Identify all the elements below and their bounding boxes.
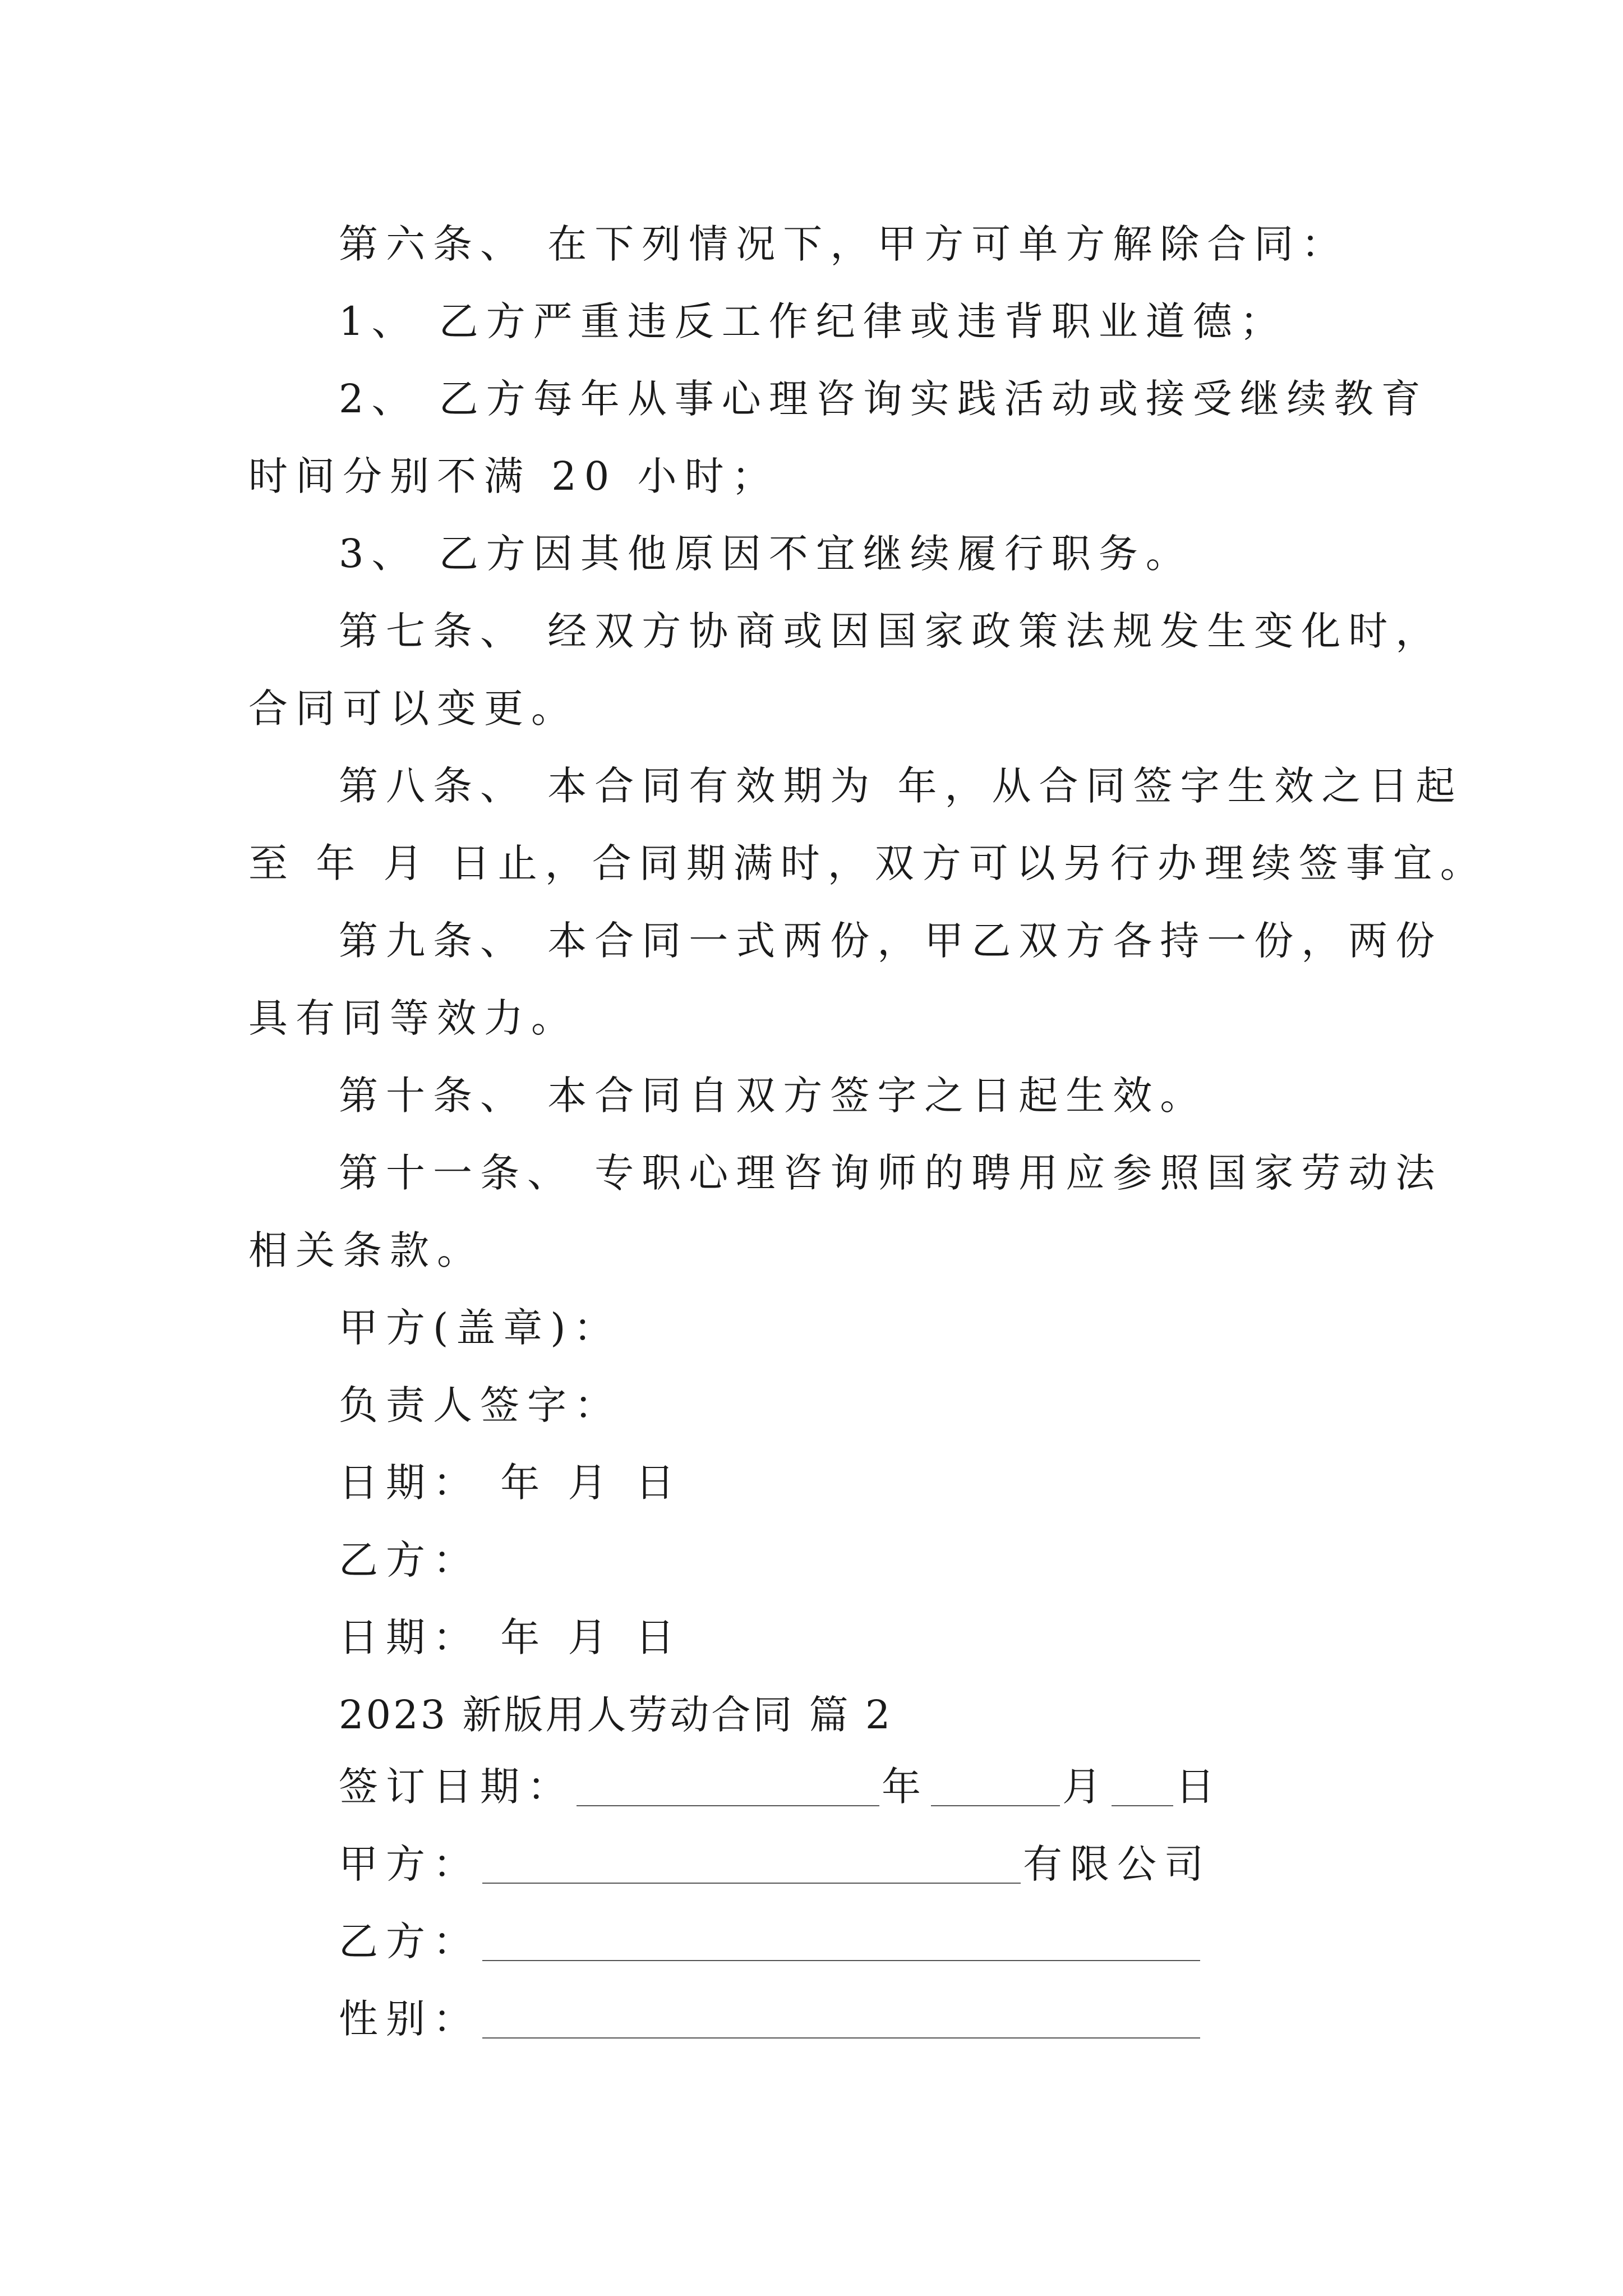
- day-label: 日: [1175, 1764, 1223, 1810]
- article-6-title: 第六条、 在下列情况下，甲方可单方解除合同：: [339, 221, 1349, 267]
- section-2-heading: 2023 新版用人劳动合同 篇 2: [339, 1692, 893, 1738]
- company-suffix: 有限公司: [1023, 1841, 1211, 1887]
- article-6-item-3: 3、 乙方因其他原因不宜继续履行职务。: [339, 531, 1193, 577]
- party-b-name-blank[interactable]: [482, 1927, 1200, 1961]
- year-blank[interactable]: [577, 1773, 879, 1806]
- article-11-line-2: 相关条款。: [248, 1227, 484, 1273]
- year-label: 年: [882, 1764, 929, 1810]
- article-6-item-2-line-2: 时间分别不满 20 小时；: [248, 453, 779, 499]
- date-b-label: 日期： 年 月 日: [339, 1614, 683, 1660]
- article-7-line-1: 第七条、 经双方协商或因国家政策法规发生变化时，: [339, 608, 1443, 654]
- article-8-line-1: 第八条、 本合同有效期为 年，从合同签字生效之日起: [339, 763, 1463, 809]
- gender-row: [339, 1996, 1202, 2042]
- party-b-label-2: 乙方：: [339, 1918, 480, 1964]
- article-9-line-1: 第九条、 本合同一式两份，甲乙双方各持一份，两份: [339, 918, 1443, 964]
- month-blank[interactable]: [931, 1773, 1060, 1806]
- article-10: 第十条、 本合同自双方签字之日起生效。: [339, 1073, 1207, 1119]
- month-label: 月: [1062, 1764, 1109, 1810]
- gender-label: 性别：: [339, 1996, 480, 2042]
- party-a-row: [339, 1841, 1211, 1887]
- party-b-row: [339, 1918, 1202, 1964]
- article-9-line-2: 具有同等效力。: [248, 995, 578, 1041]
- responsible-signature-label: 负责人签字：: [339, 1382, 621, 1428]
- party-a-seal-label: 甲方(盖章)：: [339, 1305, 621, 1351]
- article-11-line-1: 第十一条、 专职心理咨询师的聘用应参照国家劳动法: [339, 1150, 1443, 1196]
- gender-blank[interactable]: [482, 2005, 1200, 2039]
- article-6-item-1: 1、 乙方严重违反工作纪律或违背职业道德；: [339, 298, 1287, 344]
- article-7-line-2: 合同可以变更。: [248, 685, 578, 731]
- article-8-line-2: 至 年 月 日止，合同期满时，双方可以另行办理续签事宜。: [248, 840, 1487, 886]
- party-a-label: 甲方：: [339, 1841, 480, 1887]
- sign-date-label: 签订日期：: [339, 1764, 574, 1810]
- party-b-label: 乙方：: [339, 1537, 480, 1583]
- date-a-label: 日期： 年 月 日: [339, 1460, 683, 1506]
- article-6-item-2-line-1: 2、 乙方每年从事心理咨询实践活动或接受继续教育: [339, 376, 1428, 422]
- day-blank[interactable]: [1112, 1773, 1173, 1806]
- sign-date-row: [339, 1764, 1223, 1810]
- party-a-name-blank[interactable]: [482, 1850, 1021, 1884]
